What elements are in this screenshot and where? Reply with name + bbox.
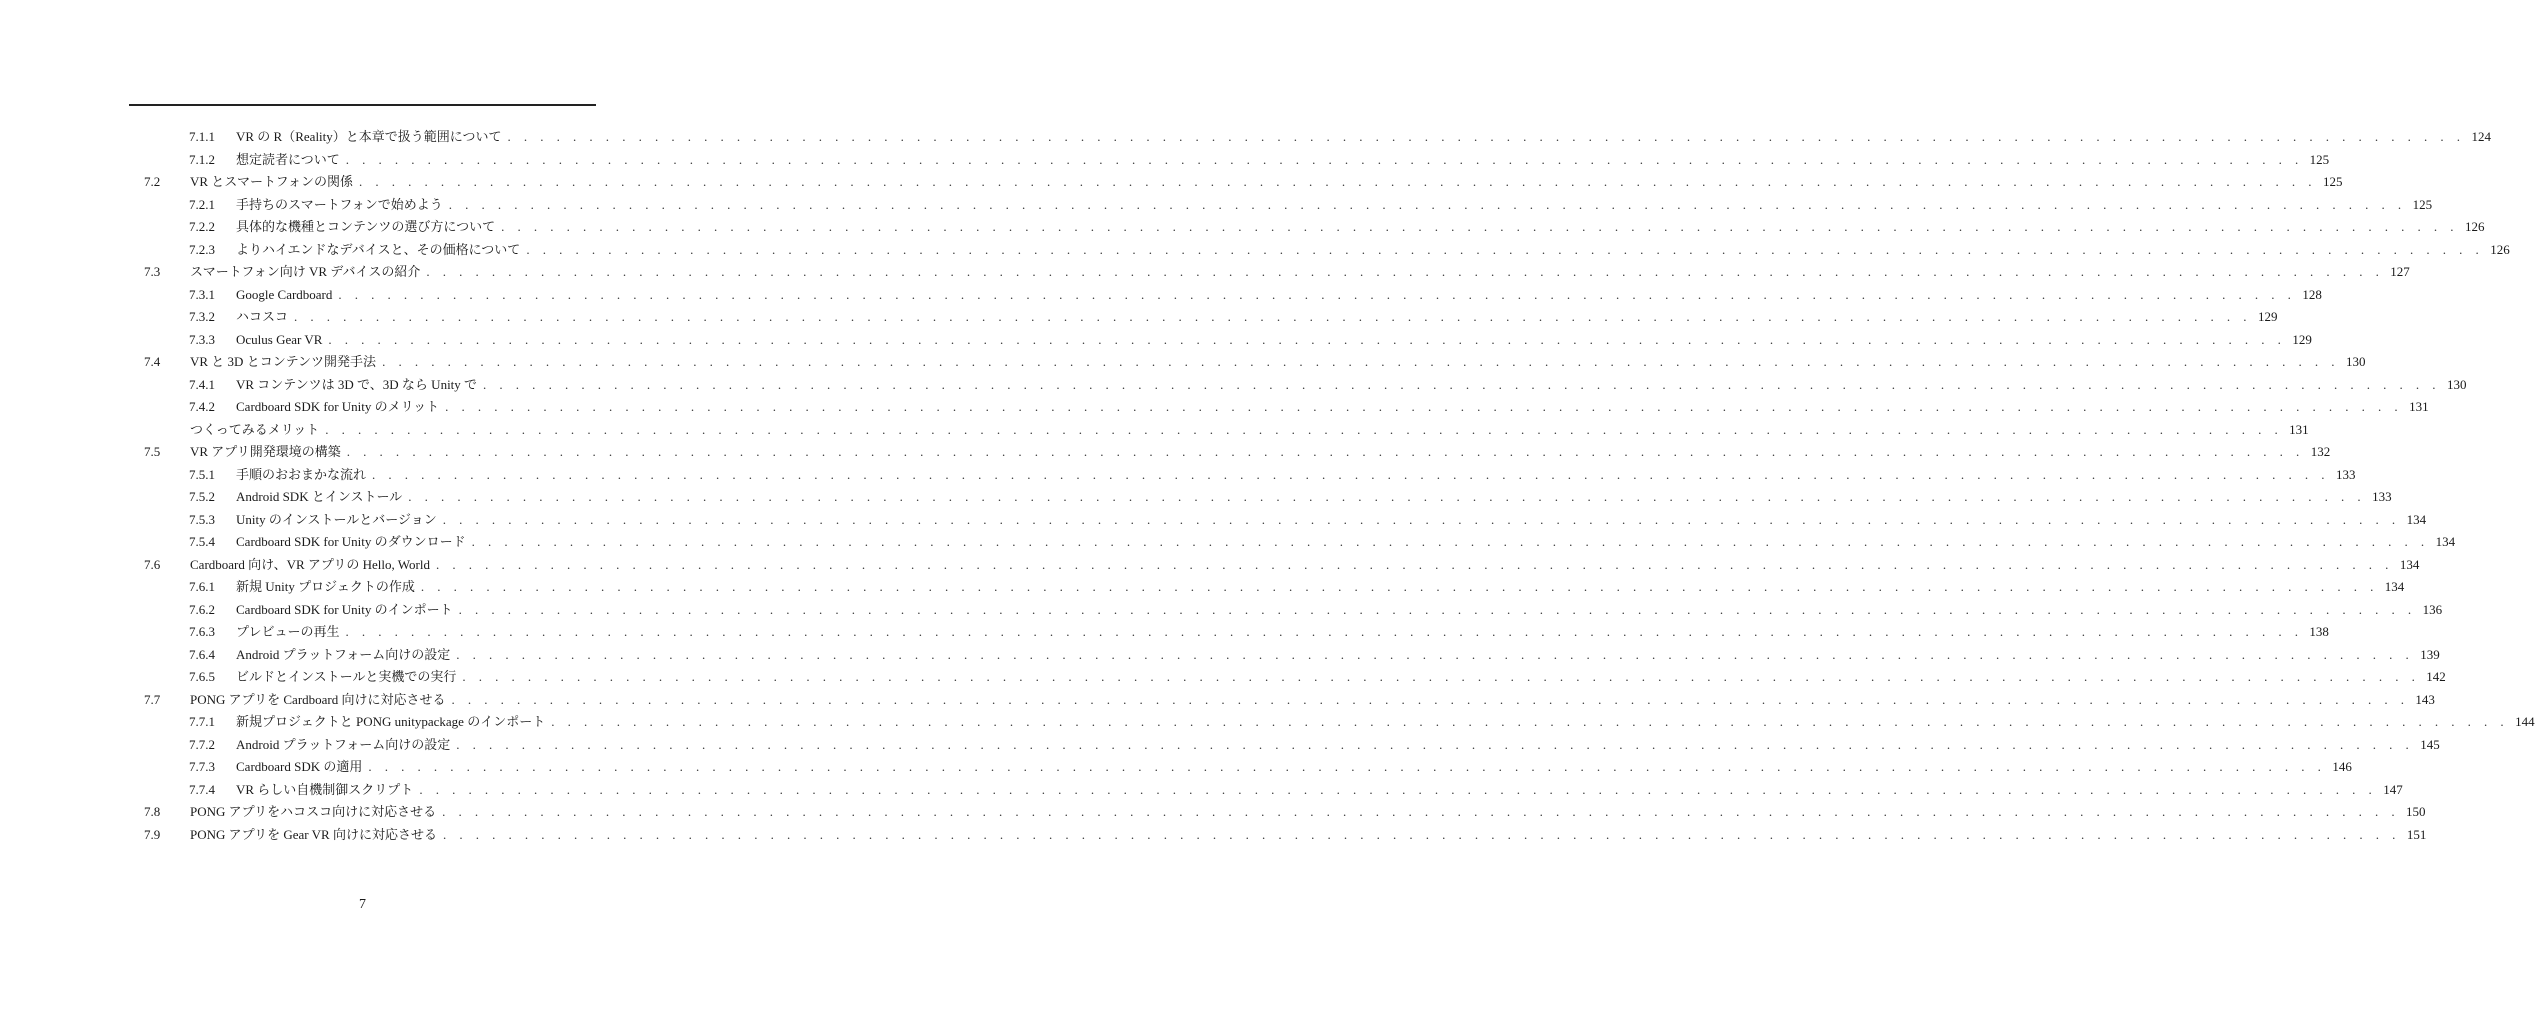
dot-leader: . . . . . . . . . . . . . . . . . . . . . . . . . . . . . . . . . . . . . . . . . . . . . . . . . . . . . . . . . . . . . . . . . . . . . . . . . . . . . . . . . . . . . . . . . . . . . . . . . . . . . . . . . . . . . . . . . . . . . . . .	[442, 511, 2401, 527]
toc-row	[0, 779, 2403, 802]
toc-number: 7.7	[144, 691, 161, 707]
toc-page-number: 127	[2390, 264, 2410, 279]
toc-row	[0, 284, 2322, 307]
toc-title: 手順のおおまかな流れ	[236, 466, 367, 482]
toc-row	[0, 666, 2446, 689]
toc-entry	[236, 194, 2433, 217]
dot-leader: . . . . . . . . . . . . . . . . . . . . . . . . . . . . . . . . . . . . . . . . . . . . . . . . . . . . . . . . . . . . . . . . . . . . . . . . . . . . . . . . . . . . . . . . . . . . . . . . . . . . . . . . . . . . . . . . . . . . . . . .	[372, 466, 2330, 482]
dot-leader: . . . . . . . . . . . . . . . . . . . . . . . . . . . . . . . . . . . . . . . . . . . . . . . . . . . . . . . . . . . . . . . . . . . . . . . . . . . . . . . . . . . . . . . . . . . . . . . . . . . . . . . . . . . . . . . . . . . . . . . .	[382, 354, 2340, 369]
toc-title: 新規プロジェクトと PONG unitypackage のインポート	[236, 714, 546, 729]
toc-number: 7.5	[144, 444, 161, 459]
table-of-contents	[0, 126, 2535, 846]
toc-page-number: 138	[2309, 624, 2329, 639]
toc-page-number: 147	[2383, 781, 2403, 797]
dot-leader: . . . . . . . . . . . . . . . . . . . . . . . . . . . . . . . . . . . . . . . . . . . . . . . . . . . . . . . . . . . . . . . . . . . . . . . . . . . . . . . . . . . . . . . . . . . . . . . . . . . . . . . . . . . . . . . . . . . . . . . .	[442, 804, 2400, 819]
toc-page-number: 134	[2399, 556, 2420, 572]
toc-page-number: 133	[2372, 489, 2392, 504]
toc-page-number: 134	[2406, 511, 2427, 527]
dot-leader: . . . . . . . . . . . . . . . . . . . . . . . . . . . . . . . . . . . . . . . . . . . . . . . . . . . . . . . . . . . . . . . . . . . . . . . . . . . . . . . . . . . . . . . . . . . . . . . . . . . . . . . . . . . . . . . . . . . . . . . .	[483, 376, 2441, 392]
toc-entry	[236, 396, 2429, 419]
toc-title: 新規 Unity プロジェクトの作成	[236, 579, 415, 594]
toc-entry	[236, 779, 2403, 802]
toc-page-number: 132	[2310, 444, 2331, 459]
toc-page-number: 130	[2345, 354, 2366, 369]
toc-entry	[236, 576, 2405, 599]
toc-entry	[236, 644, 2440, 667]
dot-leader: . . . . . . . . . . . . . . . . . . . . . . . . . . . . . . . . . . . . . . . . . . . . . . . . . . . . . . . . . . . . . . . . . . . . . . . . . . . . . . . . . . . . . . . . . . . . . . . . . . . . . . . . . . . . . . . . . . . . . . . .	[501, 219, 2459, 234]
toc-row	[0, 216, 2485, 239]
toc-entry	[190, 554, 2420, 577]
toc-entry	[236, 509, 2427, 532]
toc-number: 7.6.3	[189, 624, 215, 639]
toc-page-number: 144	[2515, 714, 2535, 729]
toc-row	[0, 464, 2356, 487]
toc-number: 7.8	[144, 804, 161, 819]
dot-leader: . . . . . . . . . . . . . . . . . . . . . . . . . . . . . . . . . . . . . . . . . . . . . . . . . . . . . . . . . . . . . . . . . . . . . . . . . . . . . . . . . . . . . . . . . . . . . . . . . . . . . . . . . . . . . . . . . . . . . . . .	[325, 421, 2283, 437]
toc-entry	[236, 486, 2392, 509]
toc-row	[0, 419, 2309, 442]
toc-row	[0, 306, 2278, 329]
toc-title: Cardboard SDK for Unity のインポート	[236, 601, 453, 617]
toc-title: 手持ちのスマートフォンで始めよう	[236, 196, 443, 212]
dot-leader: . . . . . . . . . . . . . . . . . . . . . . . . . . . . . . . . . . . . . . . . . . . . . . . . . . . . . . . . . . . . . . . . . . . . . . . . . . . . . . . . . . . . . . . . . . . . . . . . . . . . . . . . . . . . . . . . . . . . . . . .	[328, 331, 2286, 347]
page-number: 7	[359, 897, 366, 912]
toc-page-number: 134	[2384, 579, 2405, 594]
toc-row	[0, 711, 2535, 734]
toc-number: 7.5.3	[189, 511, 215, 527]
toc-title: PONG アプリをハコスコ向けに対応させる	[190, 804, 437, 819]
toc-number: 7.6	[144, 556, 161, 572]
toc-page-number: 129	[2257, 309, 2278, 324]
toc-number: 7.4.1	[189, 376, 215, 392]
toc-page-number: 146	[2332, 759, 2352, 774]
toc-number: 7.5.4	[189, 534, 215, 549]
toc-entry	[236, 149, 2330, 172]
toc-entry	[236, 599, 2443, 622]
toc-page-number: 145	[2420, 736, 2440, 752]
toc-number: 7.7.2	[189, 736, 215, 752]
toc-row	[0, 599, 2443, 622]
toc-title: Cardboard SDK の適用	[236, 759, 363, 774]
dot-leader: . . . . . . . . . . . . . . . . . . . . . . . . . . . . . . . . . . . . . . . . . . . . . . . . . . . . . . . . . . . . . . . . . . . . . . . . . . . . . . . . . . . . . . . . . . . . . . . . . . . . . . . . . . . . . . . . . . . . . . . .	[471, 534, 2430, 549]
dot-leader: . . . . . . . . . . . . . . . . . . . . . . . . . . . . . . . . . . . . . . . . . . . . . . . . . . . . . . . . . . . . . . . . . . . . . . . . . . . . . . . . . . . . . . . . . . . . . . . . . . . . . . . . . . . . . . . . . . . . . . . .	[420, 579, 2379, 594]
toc-row	[0, 374, 2467, 397]
toc-row	[0, 486, 2392, 509]
toc-entry	[236, 621, 2329, 644]
toc-title: VR と 3D とコンテンツ開発手法	[190, 354, 377, 369]
toc-entry	[236, 464, 2356, 487]
toc-title: ビルドとインストールと実機での実行	[236, 669, 457, 684]
toc-entry	[190, 171, 2343, 194]
toc-title: VR らしい自機制御スクリプト	[236, 781, 414, 797]
header-rule	[129, 104, 596, 106]
dot-leader: . . . . . . . . . . . . . . . . . . . . . . . . . . . . . . . . . . . . . . . . . . . . . . . . . . . . . . . . . . . . . . . . . . . . . . . . . . . . . . . . . . . . . . . . . . . . . . . . . . . . . . . . . . . . . . . . . . . . . . . .	[442, 826, 2401, 842]
dot-leader: . . . . . . . . . . . . . . . . . . . . . . . . . . . . . . . . . . . . . . . . . . . . . . . . . . . . . . . . . . . . . . . . . . . . . . . . . . . . . . . . . . . . . . . . . . . . . . . . . . . . . . . . . . . . . . . . . . . . . . . .	[507, 129, 2465, 144]
toc-row	[0, 126, 2491, 149]
toc-number: 7.2.3	[189, 241, 215, 257]
toc-title: スマートフォン向け VR デバイスの紹介	[190, 264, 421, 279]
toc-page-number: 142	[2426, 669, 2446, 684]
toc-page-number: 150	[2406, 804, 2426, 819]
toc-page-number: 133	[2335, 466, 2356, 482]
dot-leader: . . . . . . . . . . . . . . . . . . . . . . . . . . . . . . . . . . . . . . . . . . . . . . . . . . . . . . . . . . . . . . . . . . . . . . . . . . . . . . . . . . . . . . . . . . . . . . . . . . . . . . . . . . . . . . . . . . . . . . . .	[435, 556, 2394, 572]
toc-title: Android SDK とインストール	[236, 489, 403, 504]
toc-number: 7.5.2	[189, 489, 215, 504]
toc-number: 7.7.1	[189, 714, 215, 729]
toc-page-number: 143	[2415, 691, 2435, 707]
toc-row	[0, 441, 2331, 464]
toc-title: Cardboard SDK for Unity のメリット	[236, 399, 440, 414]
toc-row	[0, 824, 2427, 847]
toc-row	[0, 644, 2440, 667]
toc-page-number: 125	[2322, 174, 2343, 189]
toc-title: PONG アプリを Cardboard 向けに対応させる	[190, 691, 446, 707]
dot-leader: . . . . . . . . . . . . . . . . . . . . . . . . . . . . . . . . . . . . . . . . . . . . . . . . . . . . . . . . . . . . . . . . . . . . . . . . . . . . . . . . . . . . . . . . . . . . . . . . . . . . . . . . . . . . . . . . . . . . . . . .	[408, 489, 2366, 504]
dot-leader: . . . . . . . . . . . . . . . . . . . . . . . . . . . . . . . . . . . . . . . . . . . . . . . . . . . . . . . . . . . . . . . . . . . . . . . . . . . . . . . . . . . . . . . . . . . . . . . . . . . . . . . . . . . . . . . . . . . . . . . .	[551, 714, 2509, 729]
toc-title: Android プラットフォーム向けの設定	[236, 646, 451, 662]
toc-title: 具体的な機種とコンテンツの選び方について	[236, 219, 496, 234]
toc-number: 7.5.1	[189, 466, 215, 482]
toc-page-number: 136	[2422, 601, 2443, 617]
toc-entry	[236, 374, 2467, 397]
dot-leader: . . . . . . . . . . . . . . . . . . . . . . . . . . . . . . . . . . . . . . . . . . . . . . . . . . . . . . . . . . . . . . . . . . . . . . . . . . . . . . . . . . . . . . . . . . . . . . . . . . . . . . . . . . . . . . . . . . . . . . . .	[526, 241, 2484, 257]
toc-title: つくってみるメリット	[190, 421, 320, 437]
toc-number: 7.6.5	[189, 669, 215, 684]
toc-title: VR コンテンツは 3D で、3D なら Unity で	[236, 376, 478, 392]
toc-row	[0, 351, 2366, 374]
toc-title: VR の R（Reality）と本章で扱う範囲について	[236, 129, 502, 144]
toc-page-number: 126	[2465, 219, 2485, 234]
toc-entry	[190, 261, 2410, 284]
toc-row	[0, 801, 2426, 824]
toc-entry	[190, 689, 2435, 712]
dot-leader: . . . . . . . . . . . . . . . . . . . . . . . . . . . . . . . . . . . . . . . . . . . . . . . . . . . . . . . . . . . . . . . . . . . . . . . . . . . . . . . . . . . . . . . . . . . . . . . . . . . . . . . . . . . . . . . . . . . . . . . .	[456, 646, 2414, 662]
toc-title: Unity のインストールとバージョン	[236, 511, 437, 527]
toc-number: 7.4.2	[189, 399, 215, 414]
dot-leader: . . . . . . . . . . . . . . . . . . . . . . . . . . . . . . . . . . . . . . . . . . . . . . . . . . . . . . . . . . . . . . . . . . . . . . . . . . . . . . . . . . . . . . . . . . . . . . . . . . . . . . . . . . . . . . . . . . . . . . . .	[345, 151, 2304, 167]
toc-entry	[236, 126, 2491, 149]
dot-leader: . . . . . . . . . . . . . . . . . . . . . . . . . . . . . . . . . . . . . . . . . . . . . . . . . . . . . . . . . . . . . . . . . . . . . . . . . . . . . . . . . . . . . . . . . . . . . . . . . . . . . . . . . . . . . . . . . . . . . . . .	[359, 174, 2317, 189]
toc-number: 7.3.2	[189, 309, 215, 324]
dot-leader: . . . . . . . . . . . . . . . . . . . . . . . . . . . . . . . . . . . . . . . . . . . . . . . . . . . . . . . . . . . . . . . . . . . . . . . . . . . . . . . . . . . . . . . . . . . . . . . . . . . . . . . . . . . . . . . . . . . . . . . .	[462, 669, 2420, 684]
toc-entry	[236, 531, 2456, 554]
toc-page-number: 134	[2435, 534, 2456, 549]
toc-row	[0, 239, 2510, 262]
toc-entry	[236, 666, 2446, 689]
dot-leader: . . . . . . . . . . . . . . . . . . . . . . . . . . . . . . . . . . . . . . . . . . . . . . . . . . . . . . . . . . . . . . . . . . . . . . . . . . . . . . . . . . . . . . . . . . . . . . . . . . . . . . . . . . . . . . . . . . . . . . . .	[451, 691, 2409, 707]
toc-row	[0, 171, 2343, 194]
toc-number: 7.7.3	[189, 759, 215, 774]
toc-number: 7.2.1	[189, 196, 215, 212]
toc-title: ハコスコ	[236, 309, 289, 324]
toc-row	[0, 689, 2435, 712]
toc-entry	[236, 216, 2485, 239]
toc-page-number: 130	[2446, 376, 2467, 392]
toc-entry	[236, 284, 2322, 307]
toc-number: 7.2	[144, 174, 161, 189]
toc-number: 7.3	[144, 264, 161, 279]
toc-number: 7.2.2	[189, 219, 215, 234]
toc-number: 7.6.4	[189, 646, 215, 662]
toc-row	[0, 621, 2329, 644]
toc-title: 想定読者について	[236, 151, 340, 167]
toc-number: 7.3.1	[189, 286, 215, 302]
toc-number: 7.9	[144, 826, 161, 842]
toc-number: 7.1.1	[189, 129, 215, 144]
dot-leader: . . . . . . . . . . . . . . . . . . . . . . . . . . . . . . . . . . . . . . . . . . . . . . . . . . . . . . . . . . . . . . . . . . . . . . . . . . . . . . . . . . . . . . . . . . . . . . . . . . . . . . . . . . . . . . . . . . . . . . . .	[448, 196, 2407, 212]
toc-title: よりハイエンドなデバイスと、その価格について	[236, 241, 521, 257]
toc-entry	[236, 756, 2352, 779]
toc-entry	[190, 801, 2426, 824]
toc-entry	[236, 239, 2510, 262]
toc-page-number: 129	[2292, 331, 2312, 347]
toc-page-number: 125	[2412, 196, 2433, 212]
toc-row	[0, 734, 2440, 757]
toc-row	[0, 194, 2433, 217]
dot-leader: . . . . . . . . . . . . . . . . . . . . . . . . . . . . . . . . . . . . . . . . . . . . . . . . . . . . . . . . . . . . . . . . . . . . . . . . . . . . . . . . . . . . . . . . . . . . . . . . . . . . . . . . . . . . . . . . . . . . . . . .	[426, 264, 2384, 279]
toc-page-number: 131	[2409, 399, 2429, 414]
toc-row	[0, 261, 2410, 284]
toc-page-number: 128	[2302, 286, 2322, 302]
toc-number: 7.6.2	[189, 601, 215, 617]
toc-page-number: 124	[2471, 129, 2491, 144]
toc-entry	[190, 419, 2309, 442]
toc-title: VR アプリ開発環境の構築	[190, 444, 341, 459]
toc-row	[0, 329, 2312, 352]
toc-title: Oculus Gear VR	[236, 331, 323, 347]
toc-title: VR とスマートフォンの関係	[190, 174, 354, 189]
toc-entry	[236, 329, 2312, 352]
toc-row	[0, 396, 2429, 419]
dot-leader: . . . . . . . . . . . . . . . . . . . . . . . . . . . . . . . . . . . . . . . . . . . . . . . . . . . . . . . . . . . . . . . . . . . . . . . . . . . . . . . . . . . . . . . . . . . . . . . . . . . . . . . . . . . . . . . . . . . . . . . .	[445, 399, 2403, 414]
toc-entry	[190, 824, 2427, 847]
toc-number: 7.1.2	[189, 151, 215, 167]
toc-page-number: 131	[2289, 421, 2309, 437]
toc-row	[0, 554, 2420, 577]
toc-number: 7.3.3	[189, 331, 215, 347]
toc-row	[0, 576, 2405, 599]
dot-leader: . . . . . . . . . . . . . . . . . . . . . . . . . . . . . . . . . . . . . . . . . . . . . . . . . . . . . . . . . . . . . . . . . . . . . . . . . . . . . . . . . . . . . . . . . . . . . . . . . . . . . . . . . . . . . . . . . . . . . . . .	[294, 309, 2252, 324]
toc-row	[0, 509, 2427, 532]
dot-leader: . . . . . . . . . . . . . . . . . . . . . . . . . . . . . . . . . . . . . . . . . . . . . . . . . . . . . . . . . . . . . . . . . . . . . . . . . . . . . . . . . . . . . . . . . . . . . . . . . . . . . . . . . . . . . . . . . . . . . . . .	[368, 759, 2326, 774]
dot-leader: . . . . . . . . . . . . . . . . . . . . . . . . . . . . . . . . . . . . . . . . . . . . . . . . . . . . . . . . . . . . . . . . . . . . . . . . . . . . . . . . . . . . . . . . . . . . . . . . . . . . . . . . . . . . . . . . . . . . . . . .	[338, 286, 2296, 302]
toc-row	[0, 149, 2330, 172]
toc-number: 7.4	[144, 354, 161, 369]
toc-entry	[190, 351, 2366, 374]
toc-row	[0, 756, 2352, 779]
dot-leader: . . . . . . . . . . . . . . . . . . . . . . . . . . . . . . . . . . . . . . . . . . . . . . . . . . . . . . . . . . . . . . . . . . . . . . . . . . . . . . . . . . . . . . . . . . . . . . . . . . . . . . . . . . . . . . . . . . . . . . . .	[419, 781, 2377, 797]
dot-leader: . . . . . . . . . . . . . . . . . . . . . . . . . . . . . . . . . . . . . . . . . . . . . . . . . . . . . . . . . . . . . . . . . . . . . . . . . . . . . . . . . . . . . . . . . . . . . . . . . . . . . . . . . . . . . . . . . . . . . . . .	[345, 624, 2303, 639]
toc-title: Android プラットフォーム向けの設定	[236, 736, 451, 752]
dot-leader: . . . . . . . . . . . . . . . . . . . . . . . . . . . . . . . . . . . . . . . . . . . . . . . . . . . . . . . . . . . . . . . . . . . . . . . . . . . . . . . . . . . . . . . . . . . . . . . . . . . . . . . . . . . . . . . . . . . . . . . .	[346, 444, 2305, 459]
toc-title: PONG アプリを Gear VR 向けに対応させる	[190, 826, 437, 842]
toc-entry	[236, 734, 2440, 757]
toc-number: 7.6.1	[189, 579, 215, 594]
dot-leader: . . . . . . . . . . . . . . . . . . . . . . . . . . . . . . . . . . . . . . . . . . . . . . . . . . . . . . . . . . . . . . . . . . . . . . . . . . . . . . . . . . . . . . . . . . . . . . . . . . . . . . . . . . . . . . . . . . . . . . . .	[458, 601, 2417, 617]
toc-title: Cardboard SDK for Unity のダウンロード	[236, 534, 466, 549]
toc-page-number: 126	[2490, 241, 2510, 257]
toc-page-number: 125	[2309, 151, 2330, 167]
toc-title: Google Cardboard	[236, 286, 333, 302]
toc-title: プレビューの再生	[236, 624, 340, 639]
toc-entry	[236, 306, 2278, 329]
toc-page-number: 139	[2420, 646, 2440, 662]
toc-number: 7.7.4	[189, 781, 215, 797]
toc-entry	[190, 441, 2331, 464]
toc-row	[0, 531, 2456, 554]
dot-leader: . . . . . . . . . . . . . . . . . . . . . . . . . . . . . . . . . . . . . . . . . . . . . . . . . . . . . . . . . . . . . . . . . . . . . . . . . . . . . . . . . . . . . . . . . . . . . . . . . . . . . . . . . . . . . . . . . . . . . . . .	[456, 736, 2414, 752]
toc-entry	[236, 711, 2535, 734]
toc-page-number: 151	[2406, 826, 2427, 842]
toc-title: Cardboard 向け、VR アプリの Hello, World	[190, 556, 430, 572]
